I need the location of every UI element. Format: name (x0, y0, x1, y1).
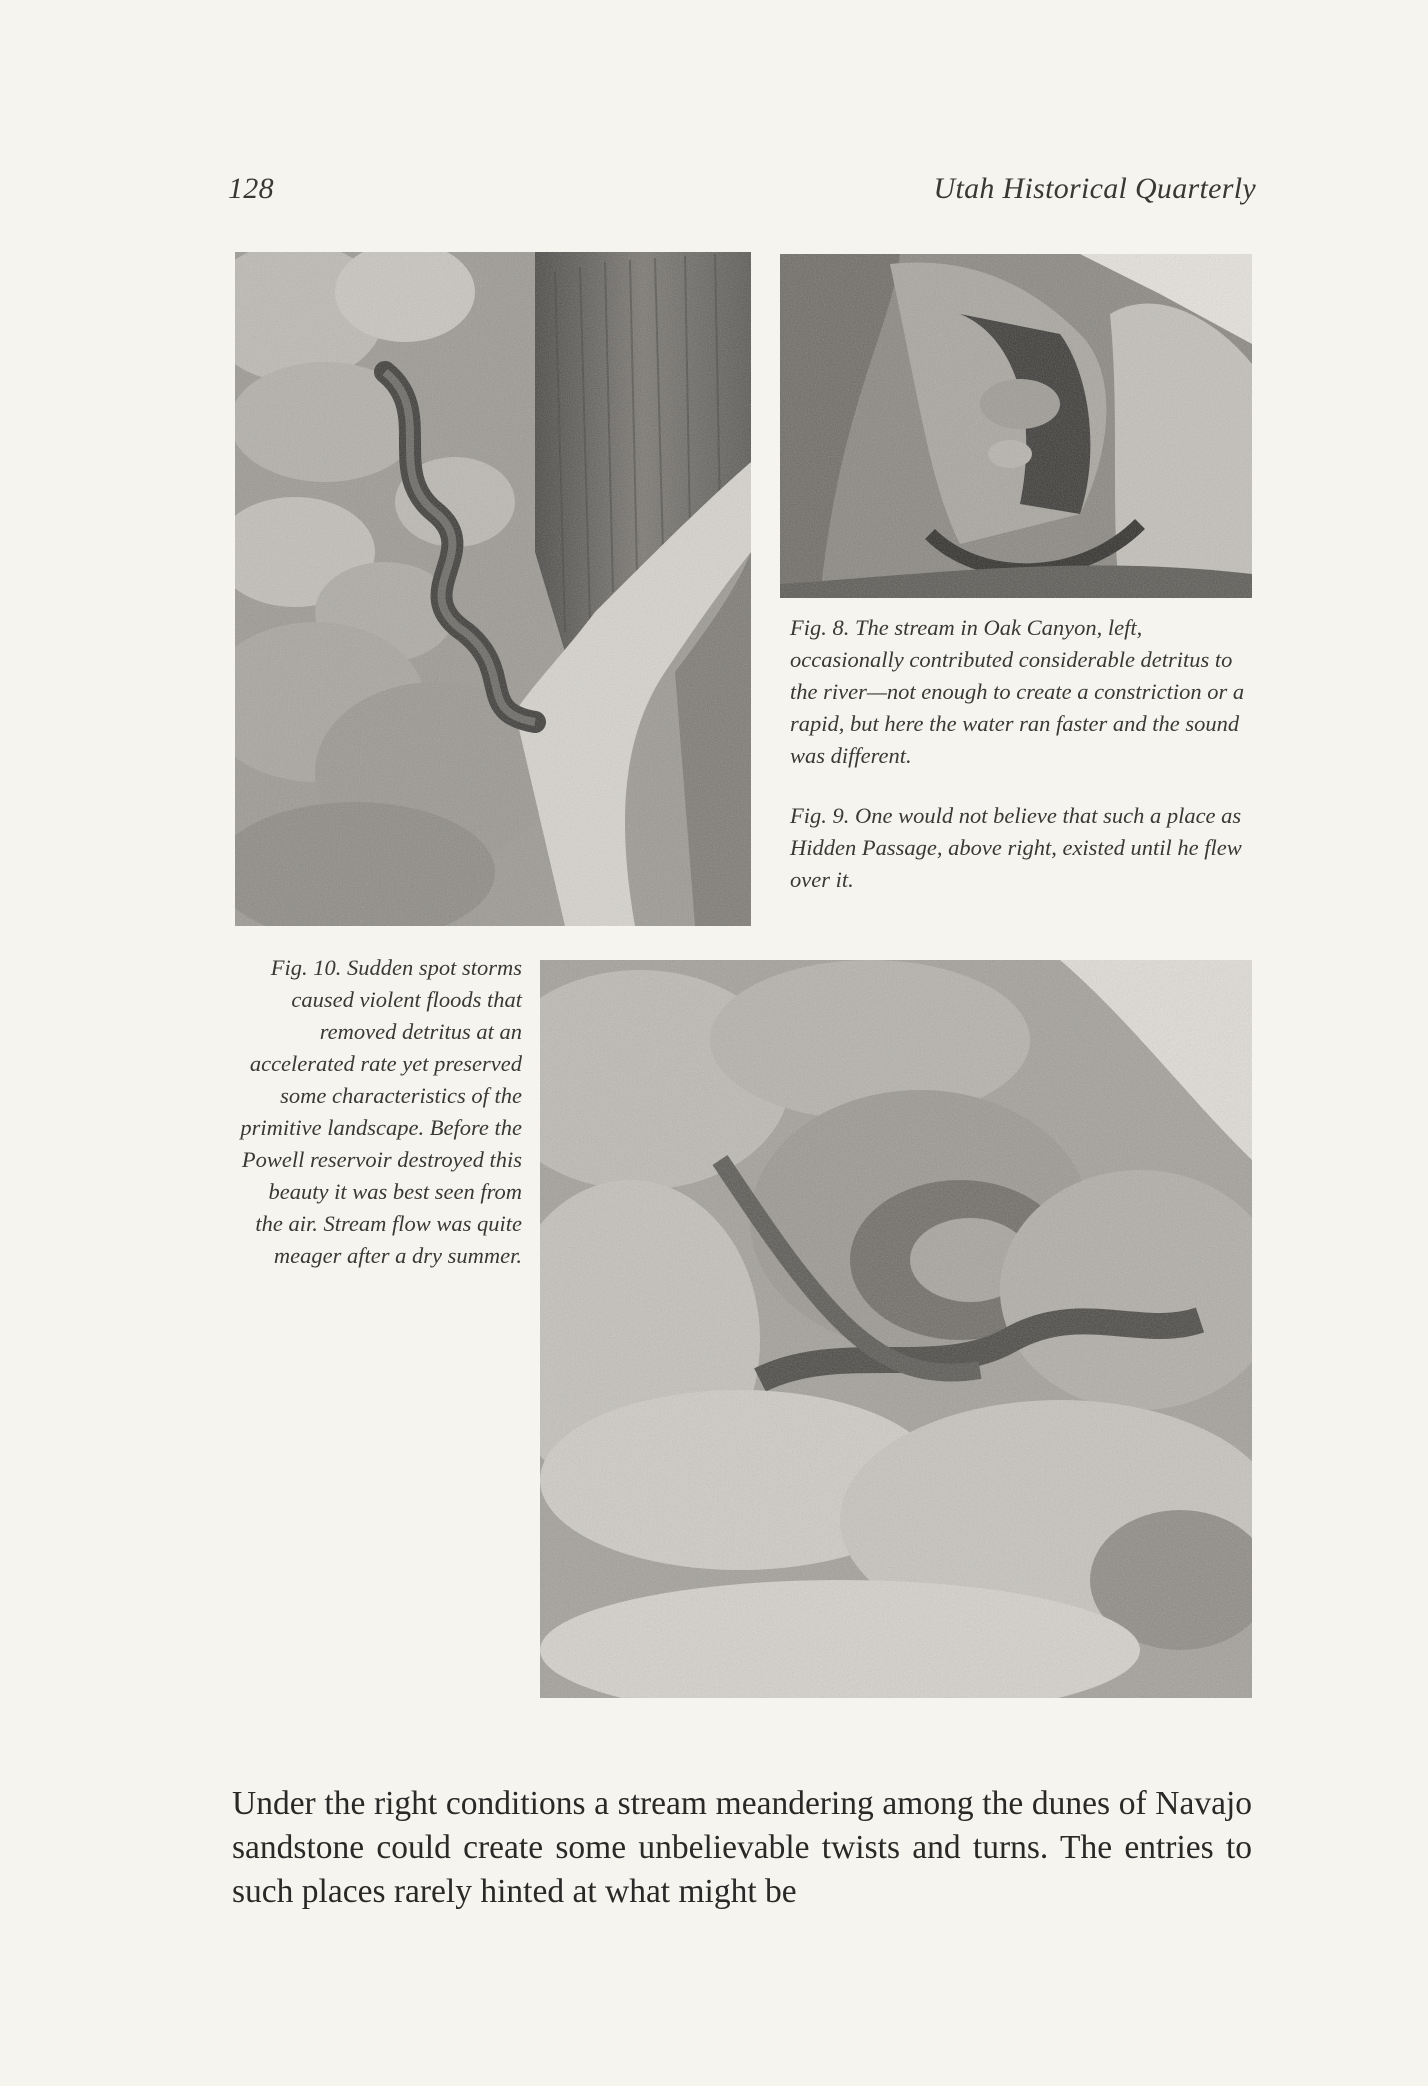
page-number: 128 (228, 172, 274, 205)
photo-spot-storms-image (540, 960, 1252, 1698)
photo-oak-canyon-image (235, 252, 751, 926)
caption-fig-9-label: Fig. 9. (790, 803, 850, 828)
caption-fig-8-label: Fig. 8. (790, 615, 850, 640)
photo-hidden-passage-image (780, 254, 1252, 598)
caption-fig-9 (790, 800, 1250, 896)
running-head: Utah Historical Quarterly (933, 172, 1256, 205)
caption-fig-10-text: Sudden spot storms caused violent floods that removed detritus at an accelerated rate yet preserved some characteristics of the primitive landscape. Before the Powell reservoir destroyed this beauty it was best seen from the air. Stream flow was quite meager after a dry summer. (240, 955, 522, 1268)
caption-fig-10 (240, 952, 522, 1272)
caption-fig-10-label: Fig. 10. (270, 955, 342, 980)
caption-fig-8 (790, 612, 1250, 772)
photo-oak-canyon (235, 252, 751, 926)
caption-fig-9-text: One would not believe that such a place as Hidden Passage, above right, existed until he flew over it. (790, 803, 1242, 892)
photo-spot-storms (540, 960, 1252, 1698)
body-paragraph: Under the right conditions a stream meandering among the dunes of Navajo sandstone could create some unbelievable twists and turns. The entries to such places rarely hinted at what might be (232, 1785, 1252, 1910)
caption-fig-8-text: The stream in Oak Canyon, left, occasionally contributed considerable detritus to the river—not enough to create a constriction or a rapid, but here the water ran faster and the sound was different. (790, 615, 1245, 768)
photo-hidden-passage (780, 254, 1252, 598)
